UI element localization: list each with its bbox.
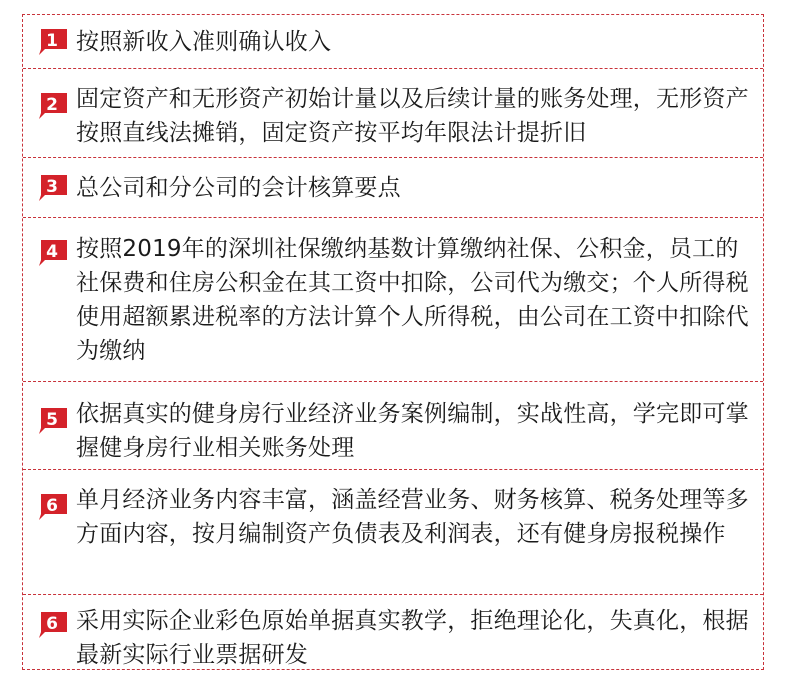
number-badge <box>37 29 67 55</box>
number-badge <box>37 175 67 201</box>
number-badge <box>37 494 67 520</box>
item-text: 按照新收入准则确认收入 <box>76 29 332 55</box>
item-text: 总公司和分公司的会计核算要点 <box>76 175 401 201</box>
item-text: 采用实际企业彩色原始单据真实教学，拒绝理论化，失真化，根据最新实际行业票据研发 <box>76 608 749 668</box>
list-item <box>23 469 763 594</box>
item-text: 按照2019年的深圳社保缴纳基数计算缴纳社保、公积金，员工的社保费和住房公积金在其工资中扣除，公司代为缴交；个人所得税使用超额累进税率的方法计算个人所得税，由公司在工资中扣除代为缴纳 <box>76 236 749 364</box>
list-item <box>23 217 763 381</box>
number-badge <box>37 408 67 434</box>
item-number: 5 <box>46 410 58 430</box>
item-number: 4 <box>46 242 58 262</box>
item-text: 固定资产和无形资产初始计量以及后续计量的账务处理，无形资产按照直线法摊销，固定资产按平均年限法计提折旧 <box>76 86 749 146</box>
item-number: 1 <box>46 31 58 51</box>
list-item <box>23 68 763 157</box>
item-text: 依据真实的健身房行业经济业务案例编制，实战性高，学完即可掌握健身房行业相关账务处理 <box>76 401 749 461</box>
feature-list <box>22 14 764 670</box>
item-number: 6 <box>46 614 58 634</box>
list-item <box>23 15 763 68</box>
number-badge <box>37 612 67 638</box>
item-text: 单月经济业务内容丰富，涵盖经营业务、财务核算、税务处理等多方面内容，按月编制资产负债表及利润表，还有健身房报税操作 <box>76 487 749 547</box>
number-badge <box>37 240 67 266</box>
item-number: 3 <box>46 177 58 197</box>
list-item <box>23 381 763 469</box>
item-number: 2 <box>46 95 58 115</box>
number-badge <box>37 93 67 119</box>
list-item <box>23 157 763 217</box>
list-item <box>23 594 763 669</box>
item-number: 6 <box>46 496 58 516</box>
